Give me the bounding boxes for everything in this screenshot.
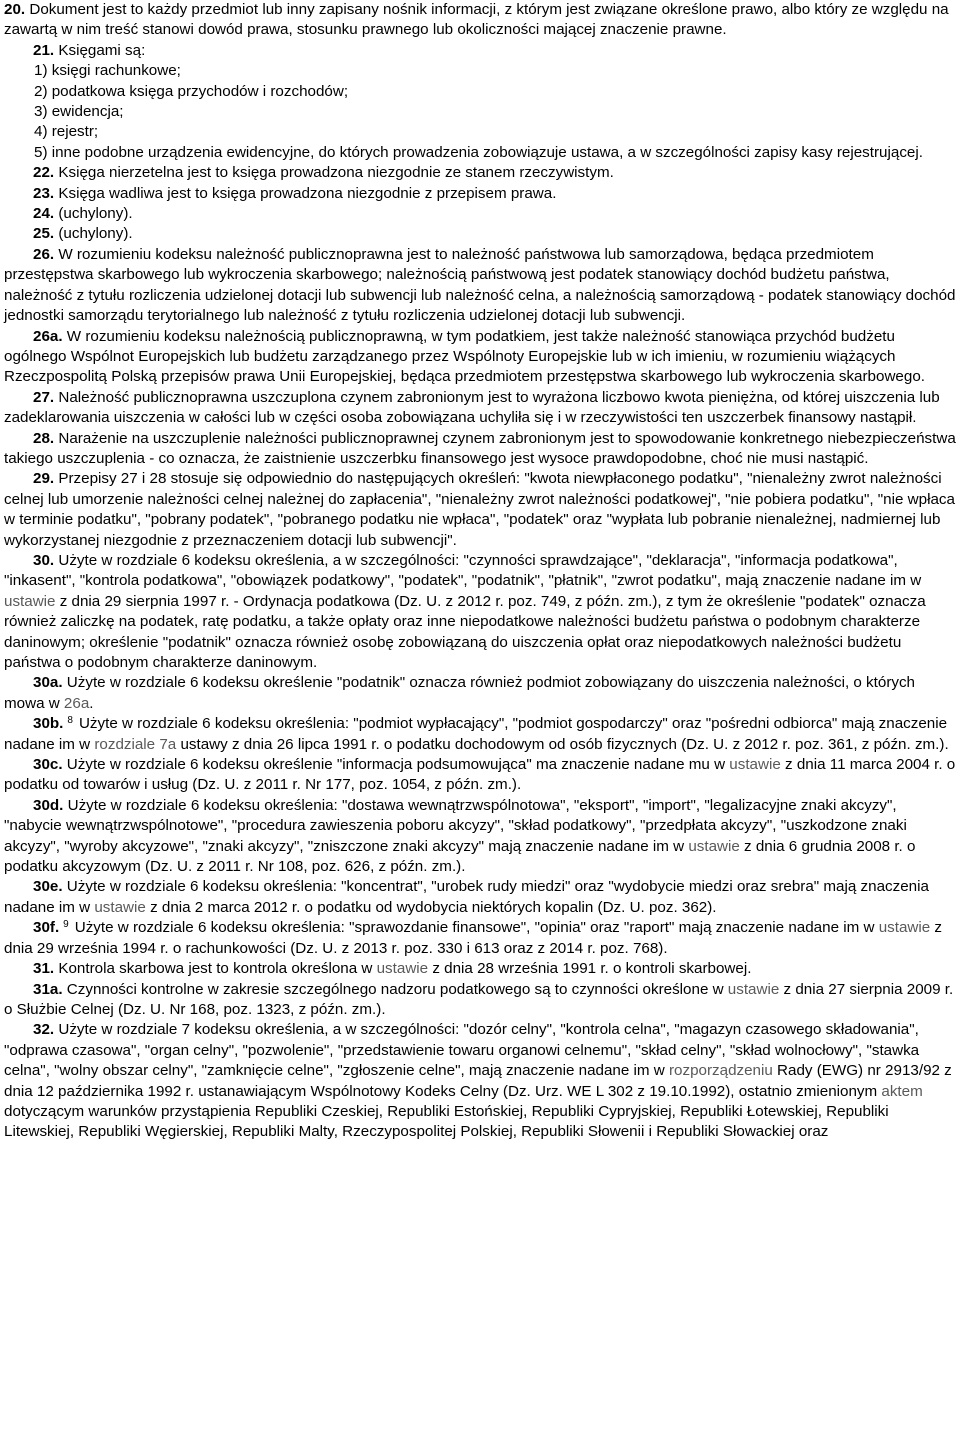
paragraph-number: 28. [33,429,55,447]
paragraph [4,1020,957,1142]
paragraph-text: z dnia 28 września 1991 r. o kontroli skarbowej. [428,960,752,978]
paragraph-text: Narażenie na uszczuplenie należności publicznoprawnej czynem zabronionym jest to spowodowanie konkretnego niebezpieczeństwa takiego uszczuplenia - co oznacza, że zaistnienie uszczerbku finansowego jest wysoce prawdopodobne, choć nie musi nastąpić. [4,429,956,467]
paragraph-text: z dnia 27 sierpnia 2009 r. o Służbie Celnej (Dz. U. Nr 168, poz. 1323, z późn. zm.). [4,980,954,1018]
paragraph-text: Użyte w rozdziale 6 kodeksu określenia: "koncentrat", "urobek rudy miedzi" oraz "wydobycie miedzi oraz srebra" mają znaczenia nadane im w [4,878,929,916]
paragraph-text: Czynności kontrolne w zakresie szczególnego nadzoru podatkowego są to czynności określone w [62,980,728,998]
paragraph-text: Księgami są: [54,41,146,59]
paragraph-number: 30. [33,551,55,569]
list-item [4,122,957,142]
reference-link[interactable]: ustawie [688,837,740,855]
list-item [4,82,957,102]
reference-link[interactable]: ustawie [727,980,780,998]
reference-link[interactable]: rozdziale 7a [94,735,177,753]
footnote-marker[interactable]: 8 [67,715,73,727]
paragraph-text: 4) rejestr; [34,123,99,141]
paragraph-number: 31. [33,960,55,978]
paragraph [4,224,957,244]
reference-link[interactable]: 26a [63,694,90,712]
paragraph-number: 23. [33,184,55,202]
paragraph-text: Użyte w rozdziale 6 kodeksu określenie "informacja podsumowująca" ma znaczenie nadane mu w [62,756,730,774]
paragraph-text: dotyczącym warunków przystąpienia Republiki Czeskiej, Republiki Estońskiej, Republiki Cypryjskiej, Republiki Łotewskiej, Republiki Litewskiej, Republiki Węgierskiej, Republiki Malty, Rzeczypospolitej Polskiej, Republiki Słowenii i Republiki Słowackiej oraz [4,1102,889,1141]
list-item [4,61,957,81]
list-item [4,102,957,122]
paragraph-text: 3) ewidencja; [34,103,124,121]
paragraph-number: 31a. [33,980,63,998]
paragraph-text: Użyte w rozdziale 6 kodeksu określenia: "podmiot wypłacający", "podmiot gospodarczy" oraz "pośredni odbiorca" mają znaczenie nadane im w [4,715,948,753]
paragraph-text: Użyte w rozdziale 6 kodeksu określenia: "dostawa wewnątrzwspólnotowa", "eksport", "import", "legalizacyjne znaki akcyzy", "nabycie wewnątrzwspólnotowe", "procedura zawieszenia poboru akcyzy", "skład podatkowy", "przedpłata akcyzy", "uszkodzone znaki akcyzy", "wyroby akcyzowe", "znaki akcyzy", "zniszczone znaki akcyzy" mają znaczenie nadane im w [4,796,907,855]
paragraph-number: 26. [33,245,55,263]
paragraph-number: 30d. [33,796,64,814]
paragraph-text: Użyte w rozdziale 6 kodeksu określenia, a w szczególności: "czynności sprawdzające", "deklaracja", "informacja podatkowa", "inkasent", "kontrola podatkowa", "obowiązek podatkowy", "podatek", "podatnik", "płatnik", "zwrot podatku", mają znaczenie nadane im w [4,551,922,590]
paragraph-text: 1) księgi rachunkowe; [34,62,181,80]
paragraph-number: 30b. [33,715,64,733]
paragraph-number: 22. [33,164,55,182]
reference-link[interactable]: rozporządzeniu [668,1062,773,1080]
reference-link[interactable]: ustawie [729,756,781,774]
list-item [4,143,957,163]
paragraph [4,469,957,551]
reference-link[interactable]: ustawie [376,960,429,978]
paragraph-number: 29. [33,470,55,488]
reference-link[interactable]: ustawie [4,592,56,610]
paragraph [4,41,957,61]
footnote-marker[interactable]: 9 [63,919,69,931]
paragraph-number: 20. [4,1,26,18]
paragraph [4,714,957,755]
paragraph-number: 32. [33,1021,55,1039]
paragraph [4,918,957,959]
paragraph-text: Dokument jest to każdy przedmiot lub inny zapisany nośnik informacji, z którym jest związane określone prawo, albo który ze względu na zawartą w nim treść stanowi dowód prawa, stosunku prawnego lub okoliczności mającej znaczenie prawne. [4,1,949,39]
paragraph-text: Użyte w rozdziale 6 kodeksu określenia: "sprawozdanie finansowe", "opinia" oraz "raport" mają znaczenie nadane im w [74,919,879,937]
paragraph [4,877,957,918]
paragraph [4,245,957,327]
paragraph-number: 26a. [33,327,63,345]
paragraph-number: 30c. [33,756,63,774]
paragraph-text: 5) inne podobne urządzenia ewidencyjne, do których prowadzenia zobowiązuje ustawa, a w szczególności zapisy kasy rejestrującej. [34,143,923,161]
reference-link[interactable]: ustawie [94,898,146,916]
reference-link[interactable]: ustawie [878,919,931,937]
paragraph-text: z dnia 2 marca 2012 r. o podatku od wydobycia niektórych kopalin (Dz. U. poz. 362). [145,898,717,916]
paragraph [4,980,957,1021]
reference-link[interactable]: aktem [881,1082,923,1100]
paragraph [4,327,957,388]
paragraph-text: Użyte w rozdziale 7 kodeksu określenia, a w szczególności: "dozór celny", "kontrola celna", "magazyn czasowego składowania", "odprawa czasowa", "organ celny", "pozwolenie", "przedstawienie towaru organowi celnemu", "skład celny", "skład wolnocłowy", "stawka celna", "wolny obszar celny", "zamknięcie celne", "zgłoszenie celne", mają znaczenie nadane im w [4,1021,920,1080]
paragraph [4,551,957,673]
paragraph-number: 30e. [33,878,63,896]
paragraph-number: 21. [33,41,55,59]
paragraph-text: Przepisy 27 i 28 stosuje się odpowiednio do następujących określeń: "kwota niewpłaconego podatku", "nienależny zwrot należności celnej lub umorzenie należności celnej należnej do zapłacenia", "nienależny zwrot należności podatkowej", "nie pobiera podatku", "nie wpłaca w terminie podatku", "pobrany podatek", "pobranego podatku nie wpłaca", "podatek" oraz "wypłata lub pobranie nienależnej, nadmiernej lub wykorzystanej niezgodnie z przeznaczeniem dotacji lub subwencji". [4,470,955,549]
paragraph [4,755,957,796]
paragraph-text: z dnia 29 września 1994 r. o rachunkowości (Dz. U. z 2013 r. poz. 330 i 613 oraz z 2014 r. poz. 768). [4,919,943,957]
paragraph [4,163,957,183]
paragraph-text: Księga nierzetelna jest to księga prowadzona niezgodnie ze stanem rzeczywistym. [54,164,614,182]
paragraph [4,204,957,224]
paragraph-text: Użyte w rozdziale 6 kodeksu określenie "podatnik" oznacza również podmiot zobowiązany do uiszczenia należności, o których mowa w [4,674,916,712]
paragraph [4,673,957,714]
paragraph [4,796,957,878]
paragraph-text: W rozumieniu kodeksu należnością publicznoprawną, w tym podatkiem, jest także należność stanowiąca przychód budżetu ogólnego Wspólnot Europejskich lub budżetu zarządzanego przez Wspólnoty Europejskie lub w ich imieniu, w rozumieniu wiążących Rzeczpospolitą Polską przepisów prawa Unii Europejskiej, będąca przedmiotem przestępstwa skarbowego lub wykroczenia skarbowego. [4,327,925,386]
paragraph-text: Kontrola skarbowa jest to kontrola określona w [54,960,377,978]
paragraph-number: 30a. [33,674,63,692]
paragraph-number: 24. [33,205,55,223]
paragraph-text: Księga wadliwa jest to księga prowadzona niezgodnie z przepisem prawa. [54,184,557,202]
paragraph-text: ustawy z dnia 26 lipca 1991 r. o podatku dochodowym od osób fizycznych (Dz. U. z 2012 r. poz. 361, z późn. zm.). [176,735,949,753]
paragraph [4,0,957,41]
paragraph-text: z dnia 11 marca 2004 r. o podatku od towarów i usług (Dz. U. z 2011 r. Nr 177, poz. 1054, z późn. zm.). [4,756,956,794]
paragraph-text: Rady (EWG) nr 2913/92 z dnia 12 października 1992 r. ustanawiającym Wspólnotowy Kodeks Celny (Dz. Urz. WE L 302 z 19.10.1992), ostatnio zmienionym [4,1062,952,1100]
paragraph-text: Należność publicznoprawna uszczuplona czynem zabronionym jest to wyrażona liczbowo kwota pieniężna, od której uiszczenia lub zadeklarowania uiszczenia w całości lub w części osoba zobowiązana uchyliła się i w rzeczywistości ten uszczerbek finansowy nastąpił. [4,388,940,427]
paragraph [4,388,957,429]
paragraph-text: (uchylony). [54,205,133,223]
paragraph-number: 25. [33,225,55,243]
paragraph-text: (uchylony). [54,225,133,243]
paragraph-text: z dnia 29 sierpnia 1997 r. - Ordynacja podatkowa (Dz. U. z 2012 r. poz. 749, z późn. zm.), z tym że określenie "podatek" oznacza również zaliczkę na podatek, ratę podatku, a także opłaty oraz inne niepodatkowe należności budżetu państwa o podobnym charakterze daninowym; określenie "podatnik" oznacza również osobę zobowiązaną do uiszczenia opłat oraz niepodatkowych należności budżetu państwa o podobnym charakterze daninowym. [4,592,926,671]
paragraph-text: z dnia 6 grudnia 2008 r. o podatku akcyzowym (Dz. U. z 2011 r. Nr 108, poz. 626, z późn. zm.). [4,837,916,876]
paragraph-number: 27. [33,388,55,406]
paragraph [4,184,957,204]
paragraph [4,959,957,979]
paragraph-text: 2) podatkowa księga przychodów i rozchodów; [34,82,349,100]
paragraph-number: 30f. [33,919,60,937]
paragraph [4,429,957,470]
paragraph-text: W rozumieniu kodeksu należność publicznoprawna jest to należność państwowa lub samorządowa, będąca przedmiotem przestępstwa skarbowego lub wykroczenia skarbowego; należnością państwową jest podatek stanowiący dochód budżetu państwa, należność z tytułu rozliczenia udzielonej dotacji lub subwencji lub należność celna, a należnością samorządową - podatek stanowiący dochód jednostki samorządu terytorialnego lub należność z tytułu rozliczenia udzielonej dotacji lub subwencji. [4,245,956,325]
paragraph-text: . [89,694,94,712]
